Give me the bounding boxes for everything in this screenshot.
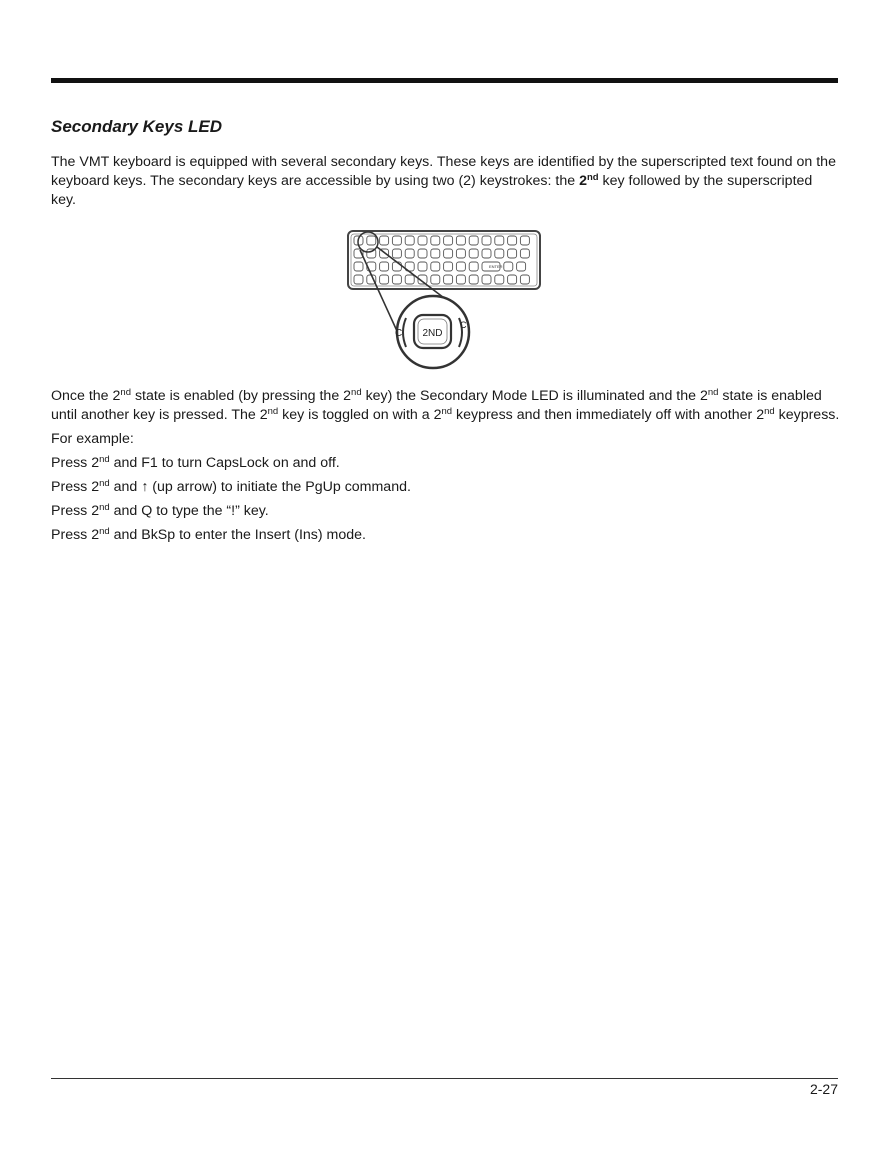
example-sup: nd bbox=[99, 502, 110, 513]
zoom-left-partial-label: C bbox=[395, 328, 403, 339]
keyboard-key bbox=[469, 236, 478, 245]
keyboard-key bbox=[456, 262, 465, 271]
keyboard-key bbox=[431, 275, 440, 284]
state-sup: nd bbox=[267, 406, 279, 417]
keyboard-key bbox=[482, 236, 491, 245]
keyboard-key bbox=[431, 262, 440, 271]
example-text: Press 2 bbox=[51, 503, 100, 519]
keyboard-key bbox=[392, 249, 401, 258]
keyboard-key bbox=[495, 249, 504, 258]
keyboard-key bbox=[444, 275, 453, 284]
keyboard-key bbox=[456, 249, 465, 258]
intro-key-sup: nd bbox=[586, 172, 599, 183]
example-sup: nd bbox=[99, 478, 110, 489]
keyboard-key bbox=[405, 236, 414, 245]
enter-key-text: ENTER bbox=[489, 264, 503, 269]
example-text: and F1 to turn CapsLock on and off. bbox=[109, 455, 340, 471]
state-sup: nd bbox=[351, 387, 362, 398]
intro-paragraph bbox=[51, 153, 841, 210]
example-text: and Q to type the “!” key. bbox=[109, 503, 269, 519]
keyboard-key bbox=[508, 275, 517, 284]
keyboard-key bbox=[456, 275, 465, 284]
state-text: keypress. bbox=[774, 407, 840, 423]
keyboard-key bbox=[469, 249, 478, 258]
keyboard-key bbox=[405, 275, 414, 284]
keyboard-key bbox=[418, 262, 427, 271]
state-sup: nd bbox=[120, 387, 131, 398]
keyboard-key bbox=[517, 262, 526, 271]
example-text: and BkSp to enter the Insert (Ins) mode. bbox=[109, 527, 366, 543]
keyboard-key bbox=[354, 262, 363, 271]
example-label: For example: bbox=[51, 431, 134, 447]
bottom-rule bbox=[51, 1078, 838, 1079]
keyboard-key bbox=[444, 249, 453, 258]
intro-text-1: The VMT keyboard is equipped with several secondary keys. These keys are identified by the superscripted text found on the keyboard keys. The secondary keys are accessible by using two (2) keystrokes: the bbox=[51, 154, 836, 189]
keyboard-key bbox=[482, 249, 491, 258]
example-text: and ↑ (up arrow) to initiate the PgUp command. bbox=[109, 479, 411, 495]
keyboard-key bbox=[469, 275, 478, 284]
keyboard-illustration bbox=[340, 222, 550, 372]
zoom-right-partial-label: C bbox=[460, 320, 467, 330]
state-text: key) the Secondary Mode LED is illuminated and the 2 bbox=[361, 388, 708, 404]
keyboard-key bbox=[431, 249, 440, 258]
keyboard-key bbox=[520, 249, 529, 258]
keyboard-key bbox=[495, 275, 504, 284]
state-sup: nd bbox=[764, 406, 775, 417]
example-line bbox=[51, 526, 366, 545]
keyboard-key bbox=[418, 236, 427, 245]
example-line bbox=[51, 478, 411, 497]
state-sup: nd bbox=[707, 387, 719, 398]
keyboard-key bbox=[520, 236, 529, 245]
state-text: key is toggled on with a 2 bbox=[278, 407, 442, 423]
keyboard-key bbox=[431, 236, 440, 245]
keyboard-key bbox=[495, 236, 504, 245]
keyboard-key bbox=[469, 262, 478, 271]
zoom-key-label: 2ND bbox=[422, 328, 443, 339]
keyboard-key bbox=[444, 236, 453, 245]
intro-text-2: key followed by the superscripted key. bbox=[51, 173, 813, 208]
keyboard-key bbox=[392, 236, 401, 245]
keyboard-key bbox=[444, 262, 453, 271]
state-text: Once the 2 bbox=[51, 388, 121, 404]
keyboard-key bbox=[392, 262, 401, 271]
example-line bbox=[51, 454, 340, 473]
keyboard-key bbox=[380, 236, 389, 245]
state-text: state is enabled (by pressing the 2 bbox=[131, 388, 352, 404]
keyboard-key bbox=[520, 275, 529, 284]
keyboard-key bbox=[367, 236, 376, 245]
page-number: 2-27 bbox=[809, 1081, 838, 1097]
state-paragraph bbox=[51, 387, 841, 425]
state-text: keypress and then immediately off with another 2 bbox=[452, 407, 765, 423]
keyboard-key bbox=[392, 275, 401, 284]
top-rule bbox=[51, 78, 838, 83]
example-text: Press 2 bbox=[51, 527, 100, 543]
keyboard-key bbox=[508, 249, 517, 258]
example-sup: nd bbox=[99, 526, 110, 537]
example-line bbox=[51, 502, 269, 521]
keyboard-key bbox=[380, 275, 389, 284]
example-text: Press 2 bbox=[51, 479, 100, 495]
intro-key-name bbox=[579, 173, 599, 189]
keyboard-figure bbox=[340, 222, 550, 372]
keyboard-key bbox=[508, 236, 517, 245]
state-text: state is enabled until another key is pressed. The 2 bbox=[51, 388, 822, 423]
example-text: Press 2 bbox=[51, 455, 100, 471]
state-sup: nd bbox=[441, 406, 453, 417]
keyboard-key bbox=[482, 275, 491, 284]
intro-key-base: 2 bbox=[579, 173, 587, 189]
keyboard-key bbox=[380, 262, 389, 271]
example-sup: nd bbox=[99, 454, 110, 465]
keyboard-key bbox=[354, 275, 363, 284]
keyboard-key bbox=[405, 249, 414, 258]
keyboard-key bbox=[456, 236, 465, 245]
keyboard-key bbox=[504, 262, 513, 271]
keyboard-key bbox=[418, 249, 427, 258]
section-title: Secondary Keys LED bbox=[51, 117, 223, 136]
